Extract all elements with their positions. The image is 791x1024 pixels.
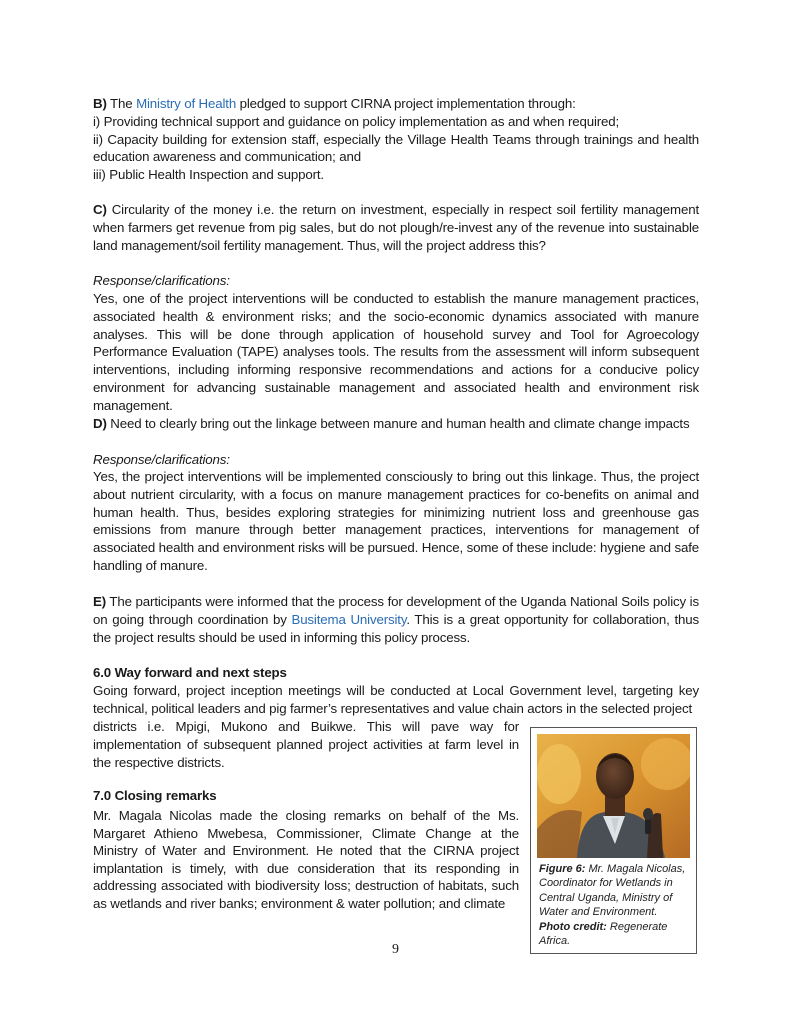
section-b-intro: B) The Ministry of Health pledged to support CIRNA project implementation through: — [93, 96, 576, 111]
section-b-item: ii) Capacity building for extension staff, especially the Village Health Teams through trainings and health education awareness and communication; and — [93, 131, 699, 165]
section-d-response-label: Response/clarifications: — [93, 452, 230, 467]
busitema-university-link[interactable]: Busitema University — [291, 611, 407, 627]
section-c-text: Circularity of the money i.e. the return on investment, especially in respect soil fertility management when farmers get revenue from pig sales, but do not plough/re-invest any of the revenue into sustainable land management/soil fertility management. Thus, will the project address this? — [93, 202, 699, 253]
section-d: D) Need to clearly bring out the linkage between manure and human health and climate change impacts — [93, 416, 690, 431]
ministry-of-health-link[interactable]: Ministry of Health — [136, 96, 237, 111]
page-number: 9 — [392, 942, 399, 957]
way-forward-text-continued: districts i.e. Mpigi, Mukono and Buikwe. This will pave way for implementation of subsequent planned project activities at farm level in the respective districts. — [93, 719, 519, 770]
section-b-item: i) Providing technical support and guidance on policy implementation as and when required; — [93, 113, 620, 129]
section-c-response-label: Response/clarifications: — [93, 273, 230, 288]
section-e: E) The participants were informed that the process for development of the Uganda National Soils policy is on going through coordination by Busitema University. This is a great opportunity for collaboration, thus the project results should be used in informing this policy process. — [93, 594, 699, 645]
section-b-item: iii) Public Health Inspection and support. — [93, 167, 324, 183]
figure-caption: Figure 6: Mr. Magala Nicolas, Coordinator for Wetlands in Central Uganda, Ministry of Water and Environment. Photo credit: Regenerate Africa. — [539, 863, 686, 948]
section-b — [93, 95, 699, 184]
closing-remarks-text: Mr. Magala Nicolas made the closing remarks on behalf of the Ms. Margaret Athieno Mwebesa, Commissioner, Climate Change at the Ministry of Water and Environment. He noted that the CIRNA project implantation is timely, with due consideration that its responding in addressing associated with biodiversity loss; destruction of habitats, such as wetlands and river banks; environment & water pollution; and climate — [93, 808, 519, 911]
section-c: C) Circularity of the money i.e. the return on investment, especially in respect soil fertility management when farmers get revenue from pig sales, but do not plough/re-invest any of the revenue into sustainable land management/soil fertility management. Thus, will the project address this? — [93, 202, 699, 253]
way-forward-text: Going forward, project inception meetings will be conducted at Local Government level, targeting key technical, political leaders and pig farmer’s representatives and value chain actors in the selected project — [93, 683, 699, 716]
section-d-response: Yes, the project interventions will be implemented consciously to bring out this linkage. Thus, the project about nutrient circularity, with a focus on manure management practices for co-benefits on animal and human health. Thus, besides exploring strategies for minimizing nutrient loss and greenhouse gas emissions from manure through better management practices, interventions for management of associated health and environment risks will be pursued. Hence, some of these include: hygiene and safe handling of manure. — [93, 469, 699, 573]
speaker-photo — [537, 734, 690, 858]
section-d-text: Need to clearly bring out the linkage between manure and human health and climate change impacts — [110, 416, 690, 431]
closing-remarks-heading: 7.0 Closing remarks — [93, 788, 217, 803]
way-forward-heading: 6.0 Way forward and next steps — [93, 665, 287, 680]
figure-6 — [530, 727, 697, 954]
section-c-response: Yes, one of the project interventions will be conducted to establish the manure management practices, associated health & environment risks; and the socio-economic dynamics associated with manure analyses. This will be done through application of household survey and Tool for Agroecology Performance Evaluation (TAPE) analyses tools. The results from the assessment will inform subsequent interventions, including informing responsive recommendations and actions for a conducive policy environment for advancing sustainable management and associated health and environment risk management. — [93, 291, 699, 413]
